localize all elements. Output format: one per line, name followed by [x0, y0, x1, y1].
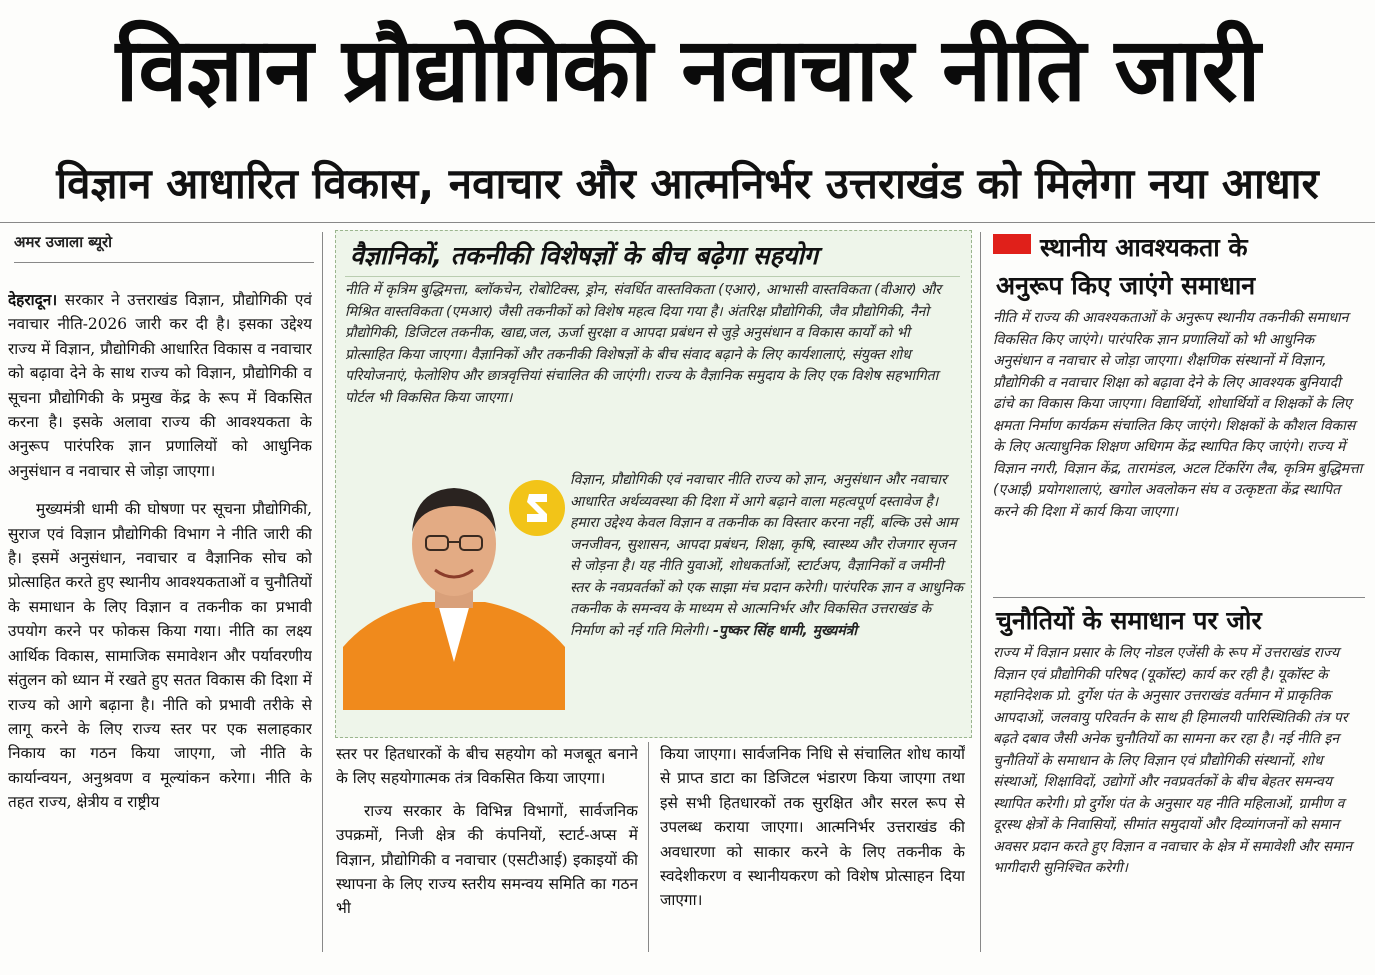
mid1-para-1: स्तर पर हितधारकों के बीच सहयोग को मजबूत बनाने के लिए सहयोगात्मक तंत्र विकसित किया जाएगा। — [336, 745, 638, 788]
subheadline: विज्ञान आधारित विकास, नवाचार और आत्मनिर्भर उत्तराखंड को मिलेगा नया आधार — [56, 159, 1319, 208]
left-para-2: मुख्यमंत्री धामी की घोषणा पर सूचना प्रौद्योगिकी, सुराज एवं विज्ञान प्रौद्योगिकी विभाग ने नीति जारी की है। इसमें अनुसंधान, नवाचार व वैज्ञानिक सोच को प्रोत्साहित करते हुए स्थानीय आवश्यकताओं व चुनौतियों के समाधान के लिए विज्ञान व तकनीक का प्रभावी उपयोग करने पर फोकस किया गया। नीति का लक्ष्य आर्थिक विकास, सामाजिक समावेशन और पर्यावरणीय संतुलन को ध्यान में रखते हुए सतत विकास की दिशा में राज्य को आगे बढ़ाना है। नीति को प्रभावी तरीके से लागू करने के लिए राज्य स्तर पर एक सलाहकार निकाय का गठन किया जाएगा, जो नीति के कार्यान्वयन, अनुश्रवण व मूल्यांकन करेगा। नीति के तहत राज्य, क्षेत्रीय व राष्ट्रीय — [8, 500, 312, 812]
quote-text: विज्ञान, प्रौद्योगिकी एवं नवाचार नीति राज्य को ज्ञान, अनुसंधान और नवाचार आधारित अर्थव्यवस्था की दिशा में आगे बढ़ाने वाला महत्वपूर्ण दस्तावेज है। हमारा उद्देश्य केवल विज्ञान व तकनीक का विस्तार करना नहीं, बल्कि उसे आम जनजीवन, सुशासन, आपदा प्रबंधन, शिक्षा, कृषि, स्वास्थ्य और रोजगार सृजन से जोड़ना है। यह नीति युवाओं, शोधकर्ताओं, स्टार्टअप, वैज्ञानिकों व जमीनी स्तर के नवप्रवर्तकों को एक साझा मंच प्रदान करेगी। पारंपरिक ज्ञान व आधुनिक तकनीक के समन्वय के माध्यम से आत्मनिर्भर और विकसित उत्तराखंड के निर्माण को नई गति मिलेगी। — [570, 472, 964, 639]
byline-rule — [14, 262, 314, 263]
mid1-para-2: राज्य सरकार के विभिन्न विभागों, सार्वजनिक उपक्रमों, निजी क्षेत्र की कंपनियों, स्टार्ट-अप्स में विज्ञान, प्रौद्योगिकी व नवाचार (एसटीआई) इकाइयों की स्थापना के लिए राज्य स्तरीय समन्वय समिति का गठन भी — [336, 801, 638, 918]
red-marker — [993, 234, 1031, 254]
middle-column-2 — [660, 742, 965, 954]
byline: अमर उजाला ब्यूरो — [14, 233, 113, 251]
left-column — [8, 288, 312, 953]
mid2-para-1: किया जाएगा। सार्वजनिक निधि से संचालित शोध कार्यों से प्राप्त डाटा का डिजिटल भंडारण किया जाएगा तथा इसे सभी हितधारकों तक सुरक्षित और सरल रूप से उपलब्ध कराया जाएगा। आत्मनिर्भर उत्तराखंड की अवधारणा को साकार करने के लिए तकनीक के स्वदेशीकरण व स्थानीयकरण को विशेष प्रोत्साहन दिया जाएगा। — [660, 745, 965, 910]
dateline: देहरादून। — [8, 291, 58, 309]
column-divider — [648, 742, 649, 952]
column-divider — [322, 232, 323, 952]
box-title-rule — [345, 276, 960, 277]
logo-mark — [507, 478, 567, 538]
middle-column-1 — [336, 742, 638, 954]
side-text-2: राज्य में विज्ञान प्रसार के लिए नोडल एजेंसी के रूप में उत्तराखंड राज्य विज्ञान एवं प्रौद्योगिकी परिषद (यूकॉस्ट) कार्य कर रही है। यूकॉस्ट के महानिदेशक प्रो. दुर्गेश पंत के अनुसार उत्तराखंड वर्तमान में प्राकृतिक आपदाओं, जलवायु परिवर्तन के साथ ही हिमालयी पारिस्थितिकी तंत्र पर बढ़ते दबाव जैसी अनेक चुनौतियों का सामना कर रहा है। नई नीति इन चुनौतियों के समाधान के लिए विज्ञान एवं प्रौद्योगिकी संस्थानों, शोध संस्थाओं, शिक्षाविदों, उद्योगों और नवप्रवर्तकों के बीच बेहतर समन्वय स्थापित करेगी। प्रो दुर्गेश पंत के अनुसार यह नीति महिलाओं, ग्रामीण व दूरस्थ क्षेत्रों के निवासियों, सीमांत समुदायों और दिव्यांगजनों को समान अवसर प्रदान करते हुए विज्ञान व नवाचार के क्षेत्र में समावेशी और समान भागीदारी सुनिश्चित करेगी। — [993, 645, 1353, 876]
side-divider — [993, 597, 1365, 598]
cm-quote — [570, 470, 965, 642]
column-divider — [980, 232, 981, 952]
box-title: वैज्ञानिकों, तकनीकी विशेषज्ञों के बीच बढ़ेगा सहयोग — [350, 241, 818, 270]
box-text: नीति में कृत्रिम बुद्धिमत्ता, ब्लॉकचेन, रोबोटिक्स, ड्रोन, संवर्धित वास्तविकता (एआर), आभासी वास्तविकता (वीआर) और मिश्रित वास्तविकता (एमआर) जैसी तकनीकों को विशेष महत्व दिया गया है। अंतरिक्ष प्रौद्योगिकी, जैव प्रौद्योगिकी, नैनो प्रौद्योगिकी, डिजिटल तकनीक, खाद्य,जल, ऊर्जा सुरक्षा व आपदा प्रबंधन से जुड़े अनुसंधान व विकास कार्यों को भी प्रोत्साहित किया जाएगा। वैज्ञानिकों और तकनीकी विशेषज्ञों के बीच संवाद बढ़ाने के लिए कार्यशालाएं, संयुक्त शोध परियोजनाएं, फेलोशिप और छात्रवृत्तियां संचालित की जाएंगी। राज्य के वैज्ञानिक समुदाय के लिए एक विशेष सहभागिता पोर्टल भी विकसित किया जाएगा। — [345, 282, 942, 406]
quote-attribution: -पुष्कर सिंह धामी, मुख्यमंत्री — [708, 622, 858, 639]
side-text-1: नीति में राज्य की आवश्यकताओं के अनुरूप स्थानीय तकनीकी समाधान विकसित किए जाएंगे। पारंपरिक ज्ञान प्रणालियों को भी आधुनिक अनुसंधान व नवाचार से जोड़ा जाएगा। शैक्षणिक संस्थानों में विज्ञान, प्रौद्योगिकी व नवाचार शिक्षा को बढ़ावा देने के लिए आवश्यक बुनियादी ढांचे का विकास किया जाएगा। विद्यार्थियों, शोधार्थियों व शिक्षकों के लिए क्षमता निर्माण कार्यक्रम संचालित किए जाएंगे। शिक्षकों के कौशल विकास के लिए अत्याधुनिक शिक्षण अधिगम केंद्र स्थापित किए जाएंगे। राज्य में विज्ञान नगरी, विज्ञान केंद्र, तारामंडल, अटल टिंकरिंग लैब, कृत्रिम बुद्धिमत्ता (एआई) प्रयोगशालाएं, खगोल अवलोकन संघ व उत्कृष्टता केंद्र स्थापित करने की दिशा में कार्य किया जाएगा। — [993, 310, 1363, 520]
side-heading-1-line-2: अनुरूप किए जाएंगे समाधान — [996, 271, 1256, 300]
headline: विज्ञान प्रौद्योगिकी नवाचार नीति जारी — [115, 18, 1260, 121]
side-heading-1-line-1: स्थानीय आवश्यकता के — [1040, 233, 1248, 262]
divider — [0, 222, 1375, 223]
side-heading-2: चुनौतियों के समाधान पर जोर — [996, 606, 1262, 635]
left-para-1: सरकार ने उत्तराखंड विज्ञान, प्रौद्योगिकी एवं नवाचार नीति-2026 जारी कर दी है। इसका उद्देश्य राज्य में विज्ञान, प्रौद्योगिकी आधारित विकास व नवाचार को बढ़ावा देने के साथ राज्य को विज्ञान, प्रौद्योगिकी व सूचना प्रौद्योगिकी के प्रमुख केंद्र के रूप में विकसित करना है। इसके अलावा राज्य की आवश्यकता के अनुरूप पारंपरिक ज्ञान प्रणालियों को आधुनिक अनुसंधान व नवाचार से जोड़ा जाएगा। — [8, 291, 312, 480]
logo-icon — [507, 478, 567, 538]
